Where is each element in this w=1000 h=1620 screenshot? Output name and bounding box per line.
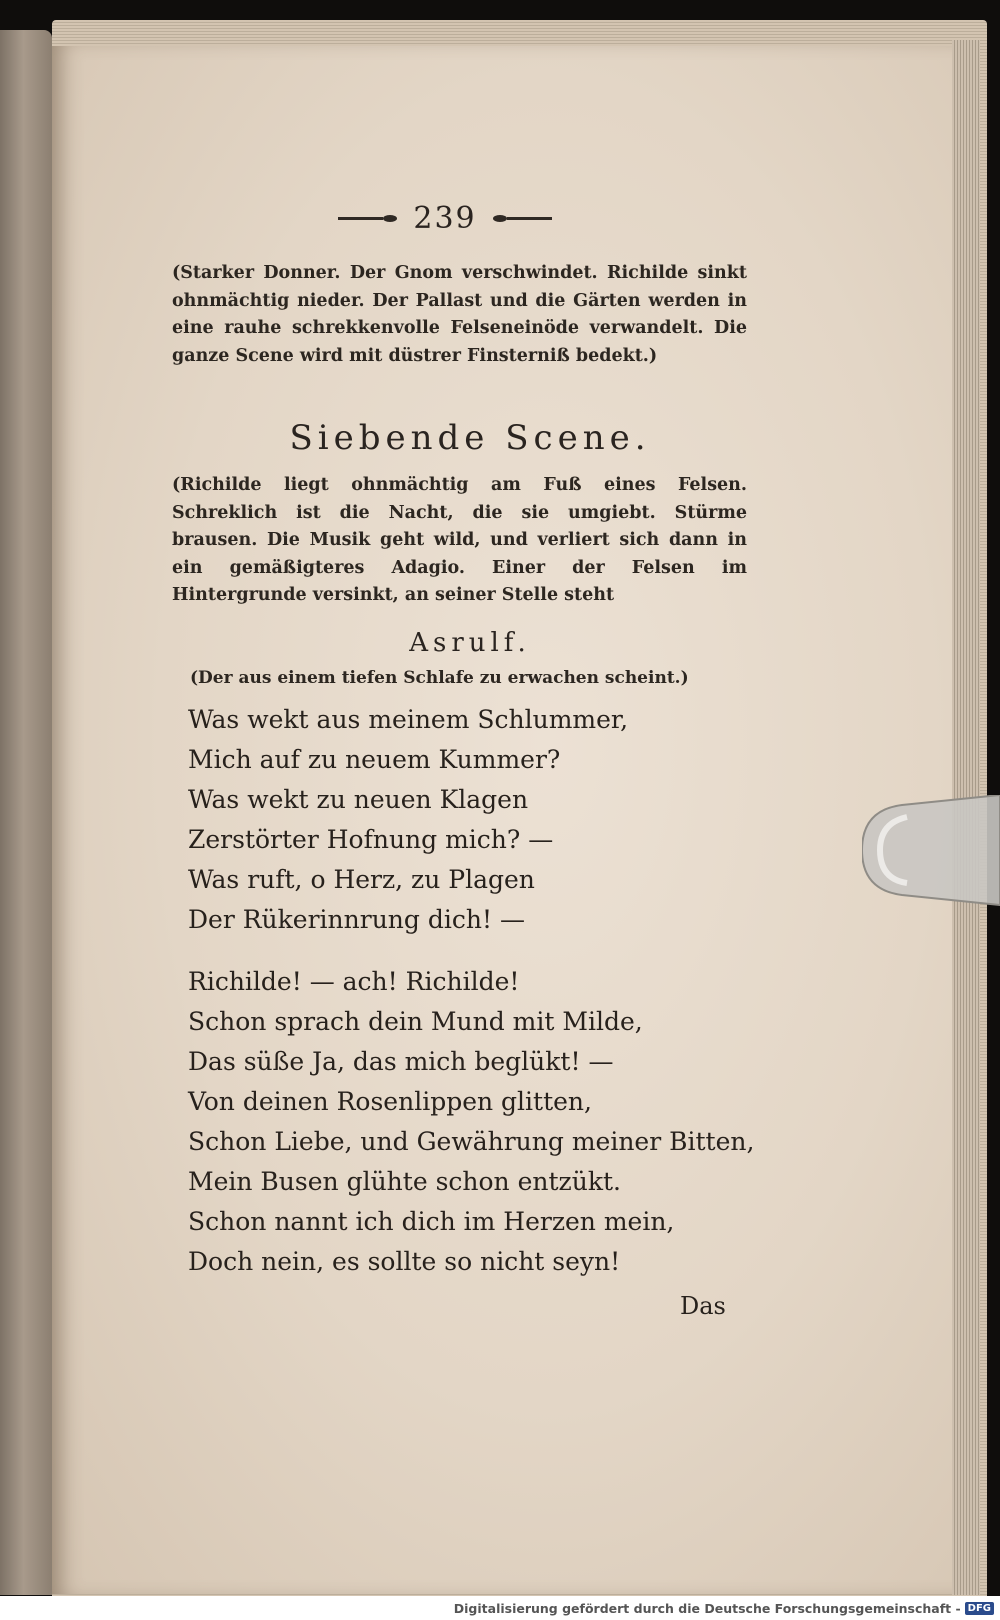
verse-stanza-2 [188,962,768,1282]
verse-line: Das süße Ja, das mich beglükt! — [188,1047,614,1076]
ornament-rule-right [493,215,552,222]
speaker-name: Asrulf. [409,628,531,658]
ornament-rule-left [338,215,397,222]
footer-text: Digitalisierung gefördert durch die Deutsche Forschungsgemeinschaft - [453,1600,961,1616]
stage-direction: (Richilde liegt ohnmächtig am Fuß eines Felsen. Schreklich ist die Nacht, die sie umgiebt. Stürme brausen. Die Musik geht wild, und verliert sich dann in ein gemäßigteres Adagio. Einer der Felsen im Hintergrunde versinkt, an seiner Stelle steht [172,475,747,605]
verse-stanza-1 [188,700,768,940]
verse-line: Was ruft, o Herz, zu Plagen [188,865,535,894]
verse-line: Was wekt zu neuen Klagen [188,785,529,814]
verse-line: Was wekt aus meinem Schlummer, [188,705,629,734]
page-header [300,198,590,238]
verse-line: Doch nein, es sollte so nicht seyn! [188,1247,621,1276]
verse-line: Schon sprach dein Mund mit Milde, [188,1007,643,1036]
verse-line: Mich auf zu neuem Kummer? [188,745,561,774]
page-clip [862,795,1000,915]
verse-line: Richilde! — ach! Richilde! [188,967,520,996]
verse-line: Schon nannt ich dich im Herzen mein, [188,1207,675,1236]
verse-line: Schon Liebe, und Gewährung meiner Bitten, [188,1127,755,1156]
verse-line: Zerstörter Hofnung mich? — [188,825,554,854]
verse-line: Mein Busen glühte schon entzükt. [188,1167,621,1196]
page-number: 239 [413,200,477,236]
stage-direction: (Starker Donner. Der Gnom verschwindet. Richilde sinkt ohnmächtig nieder. Der Pallast und die Gärten werden in eine rauhe schrekkenvolle Felseneinöde verwandelt. Die ganze Scene wird mit düstrer Finsterniß bedekt.) [172,263,747,366]
footer-credit [0,1596,1000,1620]
catchword: Das [680,1292,726,1320]
verse-line: Der Rükerinnrung dich! — [188,905,525,934]
dfg-logo-icon: DFG [965,1602,994,1615]
scene-title: Siebende Scene. [289,418,651,458]
left-page-edge [0,30,52,1595]
verse-line: Von deinen Rosenlippen glitten, [188,1087,592,1116]
speaker-direction: (Der aus einem tiefen Schlafe zu erwachen scheint.) [190,668,689,688]
